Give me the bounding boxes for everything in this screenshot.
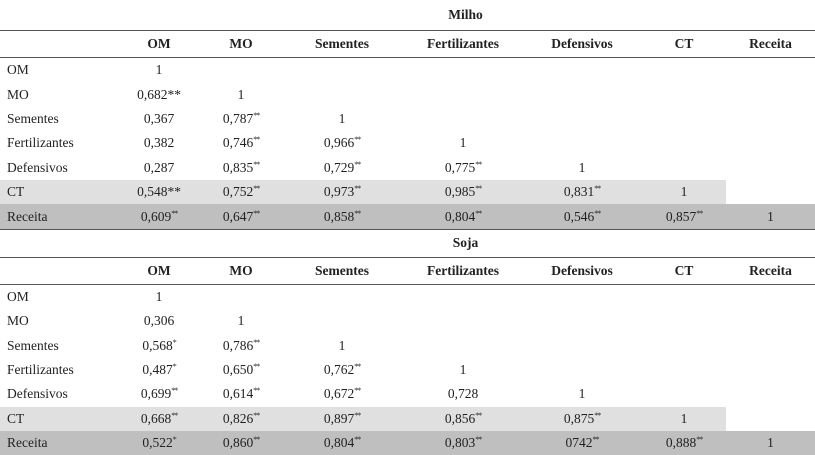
- empty-cell: [726, 156, 815, 180]
- column-header: CT: [642, 31, 726, 58]
- column-header: Receita: [726, 257, 815, 284]
- correlation-value: 0,787: [222, 110, 254, 126]
- correlation-cell: [280, 431, 404, 455]
- correlation-value: 0,803: [444, 435, 476, 451]
- significance-marker: **: [594, 208, 601, 218]
- correlation-cell: [404, 431, 522, 455]
- correlation-value: 0,487: [142, 362, 173, 378]
- column-header: Fertilizantes: [404, 31, 522, 58]
- table-row: [0, 131, 815, 155]
- significance-marker: **: [475, 208, 482, 218]
- correlation-cell: [280, 180, 404, 204]
- empty-cell: [404, 334, 522, 358]
- empty-cell: [726, 180, 815, 204]
- row-label: Sementes: [7, 337, 59, 353]
- empty-cell: [522, 334, 642, 358]
- correlation-value: 0,775: [444, 159, 476, 175]
- correlation-value: 1: [459, 135, 467, 151]
- empty-cell: [522, 82, 642, 106]
- significance-marker: **: [253, 410, 260, 420]
- correlation-cell: [116, 407, 202, 431]
- table-row: [0, 382, 815, 406]
- correlation-cell: [726, 204, 815, 229]
- correlation-value: 0,650: [222, 362, 254, 378]
- correlation-cell: [522, 204, 642, 229]
- column-header: Receita: [726, 31, 815, 58]
- correlation-cell: [642, 180, 726, 204]
- correlation-cell: [642, 407, 726, 431]
- correlation-value: 0,856: [444, 410, 476, 426]
- correlation-cell: [202, 180, 280, 204]
- correlation-value: 0,826: [222, 410, 254, 426]
- row-label: OM: [7, 62, 29, 78]
- row-label: Receita: [0, 431, 116, 455]
- correlation-value: 0742: [565, 435, 593, 451]
- significance-marker: **: [253, 386, 260, 396]
- correlation-cell: [202, 156, 280, 180]
- correlation-cell: [404, 156, 522, 180]
- correlation-cell: [202, 334, 280, 358]
- correlation-value: 0,860: [222, 435, 254, 451]
- correlation-cell: [202, 309, 280, 333]
- significance-marker: **: [253, 135, 260, 145]
- correlation-cell: [202, 407, 280, 431]
- column-header: OM: [116, 257, 202, 284]
- significance-marker: *: [172, 435, 176, 445]
- row-label: Fertilizantes: [7, 135, 74, 151]
- section-title-row: [0, 229, 815, 257]
- column-header: Sementes: [280, 31, 404, 58]
- correlation-value: 0,546: [563, 208, 595, 224]
- correlation-value: 0,966: [323, 135, 355, 151]
- empty-cell: [642, 358, 726, 382]
- correlation-value: 0,382: [143, 135, 175, 151]
- significance-marker: **: [253, 337, 260, 347]
- correlation-value: 0,729: [323, 159, 355, 175]
- row-label: OM: [7, 288, 29, 304]
- correlation-cell: [404, 382, 522, 406]
- correlation-value: 0,973: [323, 184, 355, 200]
- significance-marker: **: [253, 362, 260, 372]
- correlation-value: 1: [237, 313, 245, 329]
- section-title: Soja: [116, 229, 815, 257]
- correlation-value: 0,875: [563, 410, 595, 426]
- correlation-cell: [116, 180, 202, 204]
- table-row: [0, 180, 815, 204]
- empty-cell: [522, 131, 642, 155]
- correlation-cell: [116, 284, 202, 309]
- column-header: MO: [202, 257, 280, 284]
- correlation-value: 1: [155, 288, 163, 304]
- empty-cell: [642, 382, 726, 406]
- significance-marker: **: [475, 184, 482, 194]
- empty-cell: [202, 58, 280, 83]
- table-row: [0, 309, 815, 333]
- row-label: Fertilizantes: [7, 362, 74, 378]
- correlation-cell: [202, 82, 280, 106]
- table-row: [0, 58, 815, 83]
- correlation-cell: [116, 107, 202, 131]
- table-row: [0, 82, 815, 106]
- table-row: [0, 407, 815, 431]
- significance-marker: **: [354, 184, 361, 194]
- correlation-cell: [280, 107, 404, 131]
- empty-cell: [522, 284, 642, 309]
- section-title-row: [0, 0, 815, 31]
- significance-marker: **: [253, 110, 260, 120]
- correlation-value: 0,614: [222, 386, 254, 402]
- correlation-cell: [726, 431, 815, 455]
- correlation-cell: [280, 358, 404, 382]
- correlation-value: 1: [338, 337, 346, 353]
- row-label: CT: [0, 407, 116, 431]
- empty-cell: [642, 58, 726, 83]
- correlation-value: 0,985: [444, 184, 476, 200]
- empty-cell: [726, 358, 815, 382]
- correlation-cell: [642, 431, 726, 455]
- significance-marker: **: [253, 184, 260, 194]
- column-header-row: [0, 31, 815, 58]
- empty-cell: [726, 131, 815, 155]
- correlation-cell: [202, 204, 280, 229]
- correlation-value: 0,609: [140, 208, 172, 224]
- column-header: Sementes: [280, 257, 404, 284]
- column-header: Defensivos: [522, 31, 642, 58]
- correlation-value: 0,682**: [137, 86, 181, 102]
- correlation-cell: [404, 180, 522, 204]
- empty-cell: [404, 82, 522, 106]
- correlation-cell: [202, 131, 280, 155]
- significance-marker: **: [592, 435, 599, 445]
- significance-marker: **: [354, 386, 361, 396]
- correlation-value: 1: [459, 362, 467, 378]
- correlation-cell: [202, 382, 280, 406]
- correlation-cell: [202, 107, 280, 131]
- column-header: Fertilizantes: [404, 257, 522, 284]
- correlation-cell: [202, 358, 280, 382]
- significance-marker: **: [696, 208, 703, 218]
- correlation-value: 1: [155, 62, 163, 78]
- empty-cell: [726, 284, 815, 309]
- significance-marker: **: [594, 410, 601, 420]
- row-label: Receita: [0, 204, 116, 229]
- correlation-value: 0,804: [323, 435, 355, 451]
- empty-cell: [522, 58, 642, 83]
- correlation-cell: [116, 156, 202, 180]
- empty-cell: [726, 82, 815, 106]
- correlation-value: 0,762: [323, 362, 355, 378]
- empty-cell: [726, 58, 815, 83]
- empty-cell: [404, 107, 522, 131]
- correlation-cell: [404, 131, 522, 155]
- empty-cell: [726, 407, 815, 431]
- correlation-cell: [522, 407, 642, 431]
- table-row: [0, 334, 815, 358]
- correlation-cell: [280, 334, 404, 358]
- correlation-value: 0,668: [140, 410, 172, 426]
- correlation-value: 0,786: [222, 337, 254, 353]
- empty-cell: [642, 131, 726, 155]
- table-row: [0, 358, 815, 382]
- empty-cell: [522, 309, 642, 333]
- empty-cell: [404, 58, 522, 83]
- significance-marker: **: [354, 435, 361, 445]
- correlation-value: 1: [680, 410, 688, 426]
- correlation-value: 1: [578, 386, 586, 402]
- column-header: OM: [116, 31, 202, 58]
- significance-marker: **: [354, 208, 361, 218]
- significance-marker: **: [475, 435, 482, 445]
- significance-marker: **: [475, 410, 482, 420]
- column-header-row: [0, 257, 815, 284]
- significance-marker: *: [172, 337, 176, 347]
- correlation-cell: [116, 204, 202, 229]
- correlation-cell: [116, 358, 202, 382]
- correlation-cell: [404, 204, 522, 229]
- correlation-cell: [280, 407, 404, 431]
- correlation-value: 1: [578, 159, 586, 175]
- blank-cell: [0, 0, 116, 31]
- empty-cell: [642, 309, 726, 333]
- correlation-cell: [116, 309, 202, 333]
- empty-cell: [202, 284, 280, 309]
- correlation-value: 0,306: [143, 313, 175, 329]
- correlation-cell: [642, 204, 726, 229]
- empty-cell: [280, 58, 404, 83]
- significance-marker: **: [354, 362, 361, 372]
- table-row: [0, 284, 815, 309]
- row-label: Defensivos: [7, 159, 68, 175]
- empty-cell: [522, 358, 642, 382]
- correlation-cell: [404, 358, 522, 382]
- significance-marker: **: [594, 184, 601, 194]
- row-label: CT: [0, 180, 116, 204]
- correlation-cell: [116, 58, 202, 83]
- correlation-cell: [522, 431, 642, 455]
- correlation-value: 0,804: [444, 208, 476, 224]
- table-row: [0, 107, 815, 131]
- empty-cell: [642, 82, 726, 106]
- empty-cell: [642, 334, 726, 358]
- significance-marker: **: [354, 135, 361, 145]
- table-row: [0, 204, 815, 229]
- significance-marker: **: [696, 435, 703, 445]
- correlation-cell: [116, 382, 202, 406]
- correlation-cell: [116, 334, 202, 358]
- row-label: MO: [7, 86, 29, 102]
- correlation-cell: [202, 431, 280, 455]
- significance-marker: **: [253, 208, 260, 218]
- empty-cell: [522, 107, 642, 131]
- correlation-value: 1: [680, 184, 688, 200]
- correlation-value: 0,746: [222, 135, 254, 151]
- empty-cell: [642, 107, 726, 131]
- empty-cell: [404, 309, 522, 333]
- empty-cell: [642, 284, 726, 309]
- correlation-value: 0,857: [665, 208, 697, 224]
- significance-marker: **: [354, 410, 361, 420]
- column-header: Defensivos: [522, 257, 642, 284]
- correlation-value: 0,835: [222, 159, 254, 175]
- correlation-cell: [522, 382, 642, 406]
- correlation-value: 0,897: [323, 410, 355, 426]
- empty-cell: [280, 284, 404, 309]
- correlation-value: 1: [237, 86, 245, 102]
- correlation-value: 0,831: [563, 184, 595, 200]
- significance-marker: *: [172, 362, 176, 372]
- column-header: CT: [642, 257, 726, 284]
- correlation-value: 0,367: [143, 110, 175, 126]
- correlation-value: 0,522: [142, 435, 173, 451]
- correlation-value: 0,752: [222, 184, 254, 200]
- correlation-value: 0,287: [143, 159, 175, 175]
- correlation-cell: [522, 180, 642, 204]
- correlation-value: 0,647: [222, 208, 254, 224]
- correlation-value: 1: [767, 435, 774, 451]
- significance-marker: **: [171, 208, 178, 218]
- significance-marker: **: [171, 386, 178, 396]
- significance-marker: **: [354, 159, 361, 169]
- correlation-value: 0,888: [665, 435, 697, 451]
- row-label: Sementes: [7, 110, 59, 126]
- correlation-value: 1: [767, 208, 774, 224]
- corner-header: [0, 31, 116, 58]
- empty-cell: [280, 309, 404, 333]
- correlation-cell: [280, 156, 404, 180]
- significance-marker: **: [253, 159, 260, 169]
- significance-marker: **: [171, 410, 178, 420]
- empty-cell: [726, 309, 815, 333]
- correlation-cell: [522, 156, 642, 180]
- correlation-value: 0,568: [142, 337, 173, 353]
- significance-marker: **: [475, 159, 482, 169]
- row-label: MO: [7, 313, 29, 329]
- correlation-cell: [116, 131, 202, 155]
- empty-cell: [726, 334, 815, 358]
- empty-cell: [642, 156, 726, 180]
- correlation-value: 1: [338, 110, 346, 126]
- correlation-cell: [280, 204, 404, 229]
- empty-cell: [726, 382, 815, 406]
- row-label: Defensivos: [7, 386, 68, 402]
- correlation-value: 0,699: [140, 386, 172, 402]
- correlation-cell: [116, 82, 202, 106]
- correlation-value: 0,672: [323, 386, 355, 402]
- empty-cell: [404, 284, 522, 309]
- correlation-cell: [280, 382, 404, 406]
- correlation-value: 0,548**: [137, 184, 181, 200]
- significance-marker: **: [253, 435, 260, 445]
- blank-cell: [0, 229, 116, 257]
- correlation-cell: [404, 407, 522, 431]
- correlation-value: 0,858: [323, 208, 355, 224]
- empty-cell: [726, 107, 815, 131]
- correlation-cell: [116, 431, 202, 455]
- table-row: [0, 156, 815, 180]
- corner-header: [0, 257, 116, 284]
- table-row: [0, 431, 815, 455]
- section-title: Milho: [448, 7, 483, 22]
- empty-cell: [280, 82, 404, 106]
- column-header: MO: [202, 31, 280, 58]
- correlation-value: 0,728: [447, 386, 479, 402]
- correlation-cell: [280, 131, 404, 155]
